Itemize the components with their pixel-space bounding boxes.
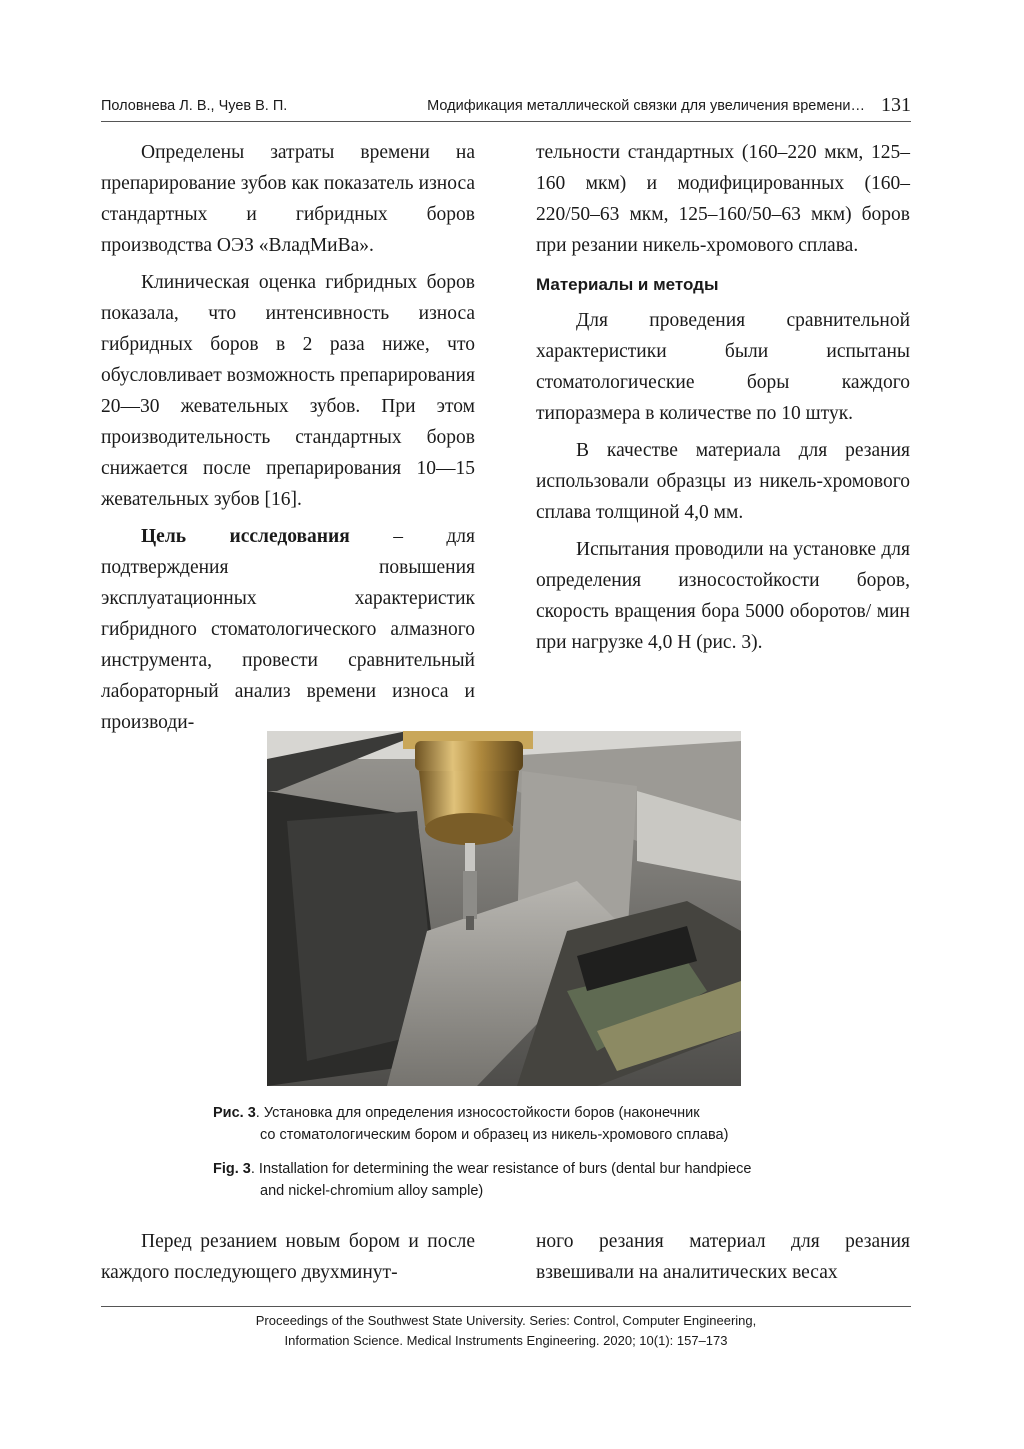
bottom-right-column <box>536 1226 910 1294</box>
left-paragraph-3 <box>101 521 475 738</box>
caption-en-label: Fig. 3 <box>213 1161 251 1177</box>
footer-line-2: Information Science. Medical Instruments Engineering. 2020; 10(1): 157–173 <box>284 1333 728 1348</box>
aim-text: – для подтверждения повышения эксплуатационных характеристик гибридного стоматологического алмазного инструмента, провести сравнительный лабораторный анализ времени износа и производи- <box>101 526 476 733</box>
figure-caption-en <box>213 1158 853 1202</box>
footer-line-1: Proceedings of the Southwest State University. Series: Control, Computer Engineering, <box>255 1313 757 1328</box>
caption-ru-text-1: . Установка для определения износостойкости боров (наконечник <box>255 1105 700 1121</box>
figure-caption-ru <box>213 1102 853 1146</box>
right-column <box>536 137 910 664</box>
bottom-right-paragraph: ного резания материал для резания взвешивали на аналитических весах <box>536 1231 910 1283</box>
bottom-left-paragraph: Перед резанием новым бором и после каждого последующего двухминут- <box>101 1231 475 1283</box>
right-paragraph-3: В качестве материала для резания использовали образцы из никель-хромового сплава толщиной 4,0 мм. <box>536 440 910 523</box>
left-paragraph-1: Определены затраты времени на препарирование зубов как показатель износа стандартных и гибридных боров производства ОЭЗ «ВладМиВа». <box>101 142 475 256</box>
wear-test-setup-photo <box>267 731 741 1086</box>
right-paragraph-4: Испытания проводили на установке для определения износостойкости боров, скорость вращения бора 5000 оборотов/ мин при нагрузке 4,0 Н (рис. 3). <box>536 539 910 653</box>
caption-ru-line-1 <box>213 1102 853 1124</box>
footer-rule <box>101 1306 911 1307</box>
figure-photo <box>267 731 741 1086</box>
caption-ru-label: Рис. 3 <box>213 1105 256 1121</box>
left-column <box>101 137 475 744</box>
bottom-left-column <box>101 1226 475 1294</box>
header-rule <box>101 121 911 122</box>
caption-en-text-1: . Installation for determining the wear resistance of burs (dental bur handpiece <box>250 1161 752 1177</box>
header-authors: Половнева Л. В., Чуев В. П. <box>101 98 288 114</box>
aim-label: Цель исследования <box>141 526 350 547</box>
header-article-title: Модификация металлической связки для увеличения времени… <box>427 98 865 114</box>
right-paragraph-1: тельности стандартных (160–220 мкм, 125–160 мкм) и модифицированных (160–220/50–63 мкм, 125–160/50–63 мкм) боров при резании никель-хромового сплава. <box>536 142 910 256</box>
caption-en-line-2: and nickel-chromium alloy sample) <box>260 1183 484 1199</box>
running-header <box>101 94 911 118</box>
left-paragraph-2: Клиническая оценка гибридных боров показала, что интенсивность износа гибридных боров в 2 раза ниже, что обусловливает возможность препарирования 20—30 жевательных зубов. При этом производительность стандартных боров снижается после препарирования 10—15 жевательных зубов [16]. <box>101 272 475 510</box>
section-heading: Материалы и методы <box>536 275 719 294</box>
right-paragraph-2: Для проведения сравнительной характеристики были испытаны стоматологические боры каждого типоразмера в количестве по 10 штук. <box>536 310 910 424</box>
journal-footer <box>101 1311 911 1351</box>
caption-en-line-1 <box>213 1158 853 1180</box>
page-number: 131 <box>881 94 911 116</box>
caption-ru-line-2: со стоматологическим бором и образец из никель-хромового сплава) <box>260 1127 729 1143</box>
